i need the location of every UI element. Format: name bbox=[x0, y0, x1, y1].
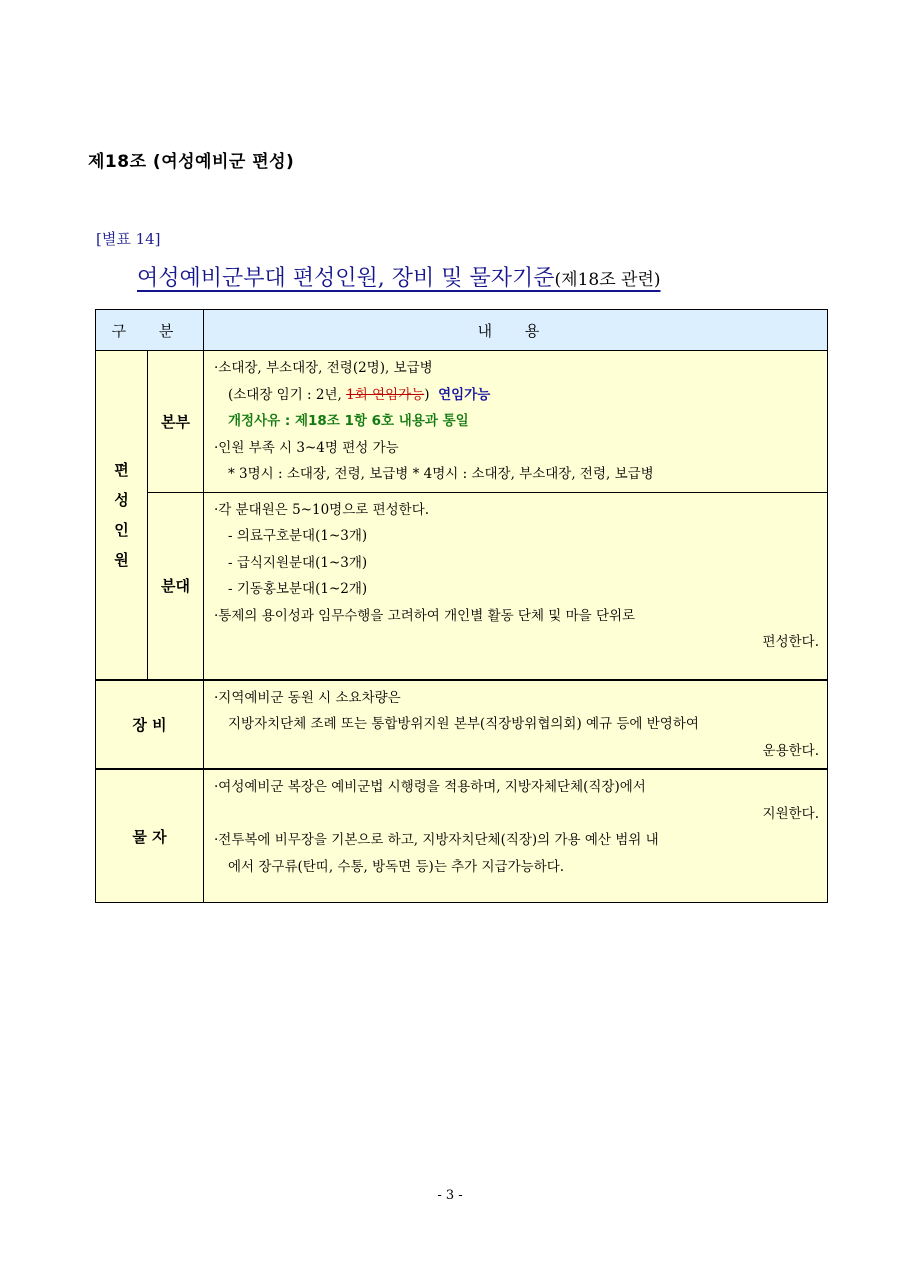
hq-line: ·인원 부족 시 3~4명 편성 가능 bbox=[214, 439, 399, 456]
detachment-row bbox=[96, 492, 828, 680]
personnel-char: 인 bbox=[114, 520, 129, 539]
table-title-main: 여성예비군부대 편성인원, 장비 및 물자기준 bbox=[137, 266, 555, 291]
detachment-line: - 급식지원분대(1~3개) bbox=[228, 554, 368, 571]
detachment-line: ·통제의 용이성과 임무수행을 고려하여 개인별 활동 단체 및 마을 단위로 bbox=[214, 607, 636, 624]
revision-reason: 개정사유 : 제18조 1항 6호 내용과 통일 bbox=[228, 413, 469, 429]
equipment-row bbox=[96, 680, 828, 770]
equipment-line: ·지역예비군 동원 시 소요차량은 bbox=[214, 689, 401, 706]
supplies-line: ·전투복에 비무장을 기본으로 하고, 지방자치단체(직장)의 가용 예산 범위 내 bbox=[214, 832, 659, 848]
hq-term-line: (소대장 임기 : 2년, 1회 연임가능) 연임가능 bbox=[228, 386, 491, 403]
hq-row bbox=[96, 351, 828, 493]
article-heading: 제18조 (여성예비군 편성) bbox=[88, 152, 295, 172]
supplies-content bbox=[204, 769, 828, 903]
detachment-line: ·각 분대원은 5~10명으로 편성한다. bbox=[214, 501, 430, 518]
table-header-row bbox=[96, 310, 828, 351]
equipment-line: 지방자치단체 조례 또는 통합방위지원 본부(직장방위협의회) 예규 등에 반영하여 bbox=[228, 716, 699, 732]
page-number: - 3 - bbox=[437, 1188, 463, 1203]
detachment-line: 편성한다. bbox=[762, 634, 819, 650]
hq-content bbox=[204, 351, 828, 493]
personnel-category bbox=[96, 351, 148, 680]
supplies-line: 에서 장구류(탄띠, 수통, 방독면 등)는 추가 지급가능하다. bbox=[228, 858, 565, 875]
supplies-line: 지원한다. bbox=[762, 805, 819, 822]
detachment-line: - 의료구호분대(1~3개) bbox=[228, 528, 368, 544]
hq-label: 본부 bbox=[148, 351, 204, 493]
table-title-reference: (제18조 관련) bbox=[554, 270, 661, 290]
supplies-row bbox=[96, 769, 828, 903]
header-content: 내 용 bbox=[204, 310, 828, 351]
supplies-label: 물 자 bbox=[96, 769, 204, 903]
hq-line: * 3명시 : 소대장, 전령, 보급병 * 4명시 : 소대장, 부소대장, 전령, 보급병 bbox=[228, 466, 654, 482]
header-category: 구 분 bbox=[96, 310, 204, 351]
equipment-content bbox=[204, 680, 828, 770]
supplies-line: ·여성예비군 복장은 예비군법 시행령을 적용하며, 지방자체단체(직장)에서 bbox=[214, 779, 646, 795]
struck-text: 1회 연임가능 bbox=[346, 386, 425, 403]
detachment-label: 분대 bbox=[148, 492, 204, 680]
annex-label: [별표 14] bbox=[96, 230, 161, 248]
revised-text: 연임가능 bbox=[438, 386, 491, 403]
personnel-char: 원 bbox=[114, 550, 129, 569]
hq-line: ·소대장, 부소대장, 전령(2명), 보급병 bbox=[214, 360, 433, 376]
personnel-char: 편 bbox=[114, 460, 129, 479]
table-title bbox=[137, 261, 661, 292]
equipment-line: 운용한다. bbox=[762, 742, 819, 759]
detachment-line: - 기동홍보분대(1~2개) bbox=[228, 581, 368, 597]
equipment-label: 장 비 bbox=[96, 680, 204, 770]
personnel-char: 성 bbox=[114, 490, 129, 509]
detachment-content bbox=[204, 492, 828, 680]
standards-table bbox=[95, 309, 828, 903]
